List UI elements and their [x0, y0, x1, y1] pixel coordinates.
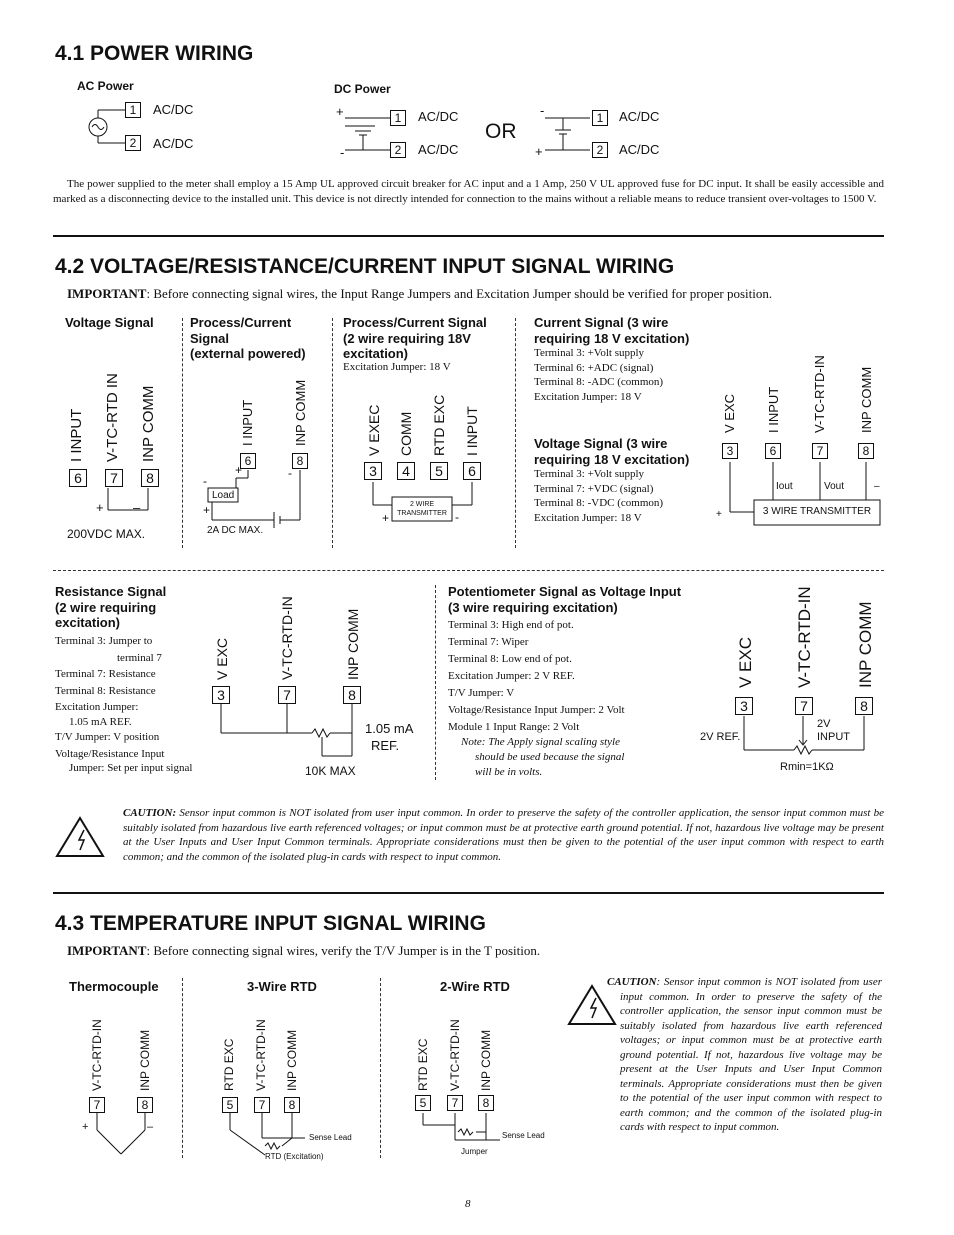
terminal-4: 4 [397, 462, 415, 480]
or-label: OR [485, 120, 517, 143]
plus-sign: + [382, 511, 390, 525]
reference-label: 2V REF. [700, 731, 741, 743]
iout-label: Iout [776, 481, 793, 492]
terminal-5: 5 [415, 1095, 431, 1111]
three-wire-transmitter: 3 WIRE TRANSMITTER [762, 506, 872, 517]
note-line: Terminal 3: High end of pot. [448, 619, 574, 631]
resistance-notes [55, 633, 192, 775]
caution-paragraph [607, 975, 882, 1135]
terminal-label-acdc: AC/DC [153, 102, 194, 117]
minus-sign: - [288, 466, 292, 480]
process-18v-heading [343, 315, 487, 362]
section-title-power-wiring: 4.1 POWER WIRING [55, 42, 254, 65]
plus-sign: + [203, 503, 211, 517]
minus-sign: - [455, 510, 459, 524]
label-v-tc-rtd-in: V-TC-RTD-IN [448, 1019, 462, 1091]
power-wiring-paragraph: The power supplied to the meter shall employ a 15 Amp UL approved circuit breaker for AC input and a 1 Amp, 250 V UL approved fuse for DC input. It shall be easily accessible and marked as a disconnecting device to the installed unit. This device is not directly intended for connection to the mains without a reliable means to reduce transient over-voltages to 1500 V. [53, 178, 884, 205]
terminal-6: 6 [463, 462, 481, 480]
terminal-3: 3 [212, 686, 230, 704]
heading-line: (external powered) [190, 346, 306, 361]
note-line: 1.05 mA REF. [69, 715, 132, 728]
label-comm: COMM [398, 411, 414, 456]
heading-line: Process/Current [190, 315, 292, 330]
note-line: terminal 7 [117, 651, 162, 664]
thermocouple-heading: Thermocouple [69, 979, 159, 994]
plus-sign: + [336, 104, 344, 119]
sense-lead-label: Sense Lead [502, 1131, 545, 1140]
terminal-label-acdc: AC/DC [619, 109, 660, 124]
terminal-1: 1 [592, 110, 608, 126]
ac-power-heading: AC Power [77, 79, 134, 93]
important-label: IMPORTANT [67, 943, 147, 958]
note-line: Terminal 8: -VDC (common) [534, 497, 664, 509]
terminal-7: 7 [447, 1095, 463, 1111]
important-text: : Before connecting signal wires, the Input Range Jumpers and Excitation Jumper should be verified for proper position. [146, 286, 773, 301]
input-label [817, 718, 850, 744]
terminal-1: 1 [390, 110, 406, 126]
voltage-3wire-heading [534, 436, 689, 467]
terminal-7: 7 [105, 469, 123, 487]
note-line: Voltage/Resistance Input Jumper: 2 Volt [448, 704, 625, 716]
label-inp-comm: INP COMM [138, 1029, 152, 1091]
terminal-7: 7 [254, 1097, 270, 1113]
minus-sign: – [874, 481, 880, 492]
current-3wire-notes [534, 346, 663, 404]
plus-sign: + [235, 463, 243, 477]
label-inp-comm: INP COMM [345, 608, 361, 680]
plus-sign: + [96, 500, 104, 515]
terminal-8: 8 [284, 1097, 300, 1113]
note-line: Terminal 8: Resistance [55, 684, 156, 697]
terminal-8: 8 [855, 697, 873, 715]
note-line: Excitation Jumper: 2 V REF. [448, 670, 575, 682]
plus-sign: + [535, 144, 543, 159]
terminal-1: 1 [125, 102, 141, 118]
vout-label: Vout [824, 481, 845, 492]
max-current-label: 2A DC MAX. [207, 525, 264, 536]
input-line: 2V [817, 718, 831, 730]
ref-line: REF. [371, 738, 400, 753]
terminal-label-acdc: AC/DC [619, 142, 660, 157]
label-inp-comm: INP COMM [140, 385, 157, 462]
label-rtd-exc: RTD EXC [431, 394, 447, 456]
reference-label [365, 720, 413, 754]
load-label: Load [212, 490, 235, 501]
input-line: INPUT [817, 731, 850, 743]
label-v-tc-rtd-in: V-TC-RTD-IN [254, 1019, 268, 1091]
note-line: Terminal 3: Jumper to [55, 635, 153, 647]
voltage-3wire-notes [534, 467, 663, 525]
label-v-tc-rtd-in: V-TC-RTD-IN [90, 1019, 104, 1091]
heading-line: Potentiometer Signal as Voltage Input [448, 584, 682, 599]
terminal-3: 3 [735, 697, 753, 715]
terminal-6: 6 [240, 453, 256, 469]
terminal-8: 8 [292, 453, 308, 469]
heading-line: Voltage Signal (3 wire [534, 436, 668, 451]
terminal-7: 7 [812, 443, 828, 459]
resistance-heading [55, 584, 166, 631]
transmitter-line: 2 WIRE [409, 501, 435, 508]
label-inp-comm: INP COMM [293, 379, 308, 446]
column-divider [332, 318, 333, 548]
ref-line: 1.05 mA [365, 721, 414, 736]
important-note [67, 943, 540, 959]
terminal-7: 7 [795, 697, 813, 715]
note-line: Terminal 7: +VDC (signal) [534, 482, 654, 495]
heading-line: Resistance Signal [55, 584, 167, 599]
note-line: Terminal 8: -ADC (common) [534, 376, 664, 388]
terminal-2: 2 [125, 135, 141, 151]
note-line: Terminal 6: +ADC (signal) [534, 361, 654, 374]
potentiometer-notes [448, 617, 625, 736]
heading-line: (2 wire requiring [55, 599, 157, 615]
caution-text: : Sensor input common is NOT isolated from user input common. In order to preserve the safety of the controller application, the sensor input common must be suitably isolated from hazardous live earth referenced voltages; or input common must be at protective earth ground potential. If not, hazardous live voltage may be present at the User Inputs and User Input Common terminals. Appropriate considerations must then be given to the potential of the user input common with respect to earth common; and the common of the isolated plug-in cards with respect to input common. [620, 976, 882, 1133]
terminal-3: 3 [364, 462, 382, 480]
note-line: Module 1 Input Range: 2 Volt [448, 721, 580, 733]
plus-sign: + [82, 1121, 89, 1133]
jumper-label: Jumper [461, 1147, 488, 1156]
current-3wire-heading [534, 315, 689, 346]
label-v-exc: V EXC [736, 636, 755, 688]
label-i-input: I INPUT [68, 408, 85, 462]
potentiometer-note [461, 735, 624, 780]
label-rtd-exc: RTD EXC [416, 1038, 430, 1091]
column-divider [182, 978, 183, 1158]
minus-sign: - [340, 145, 345, 160]
note-line: Note: The Apply signal scaling style [461, 736, 620, 748]
note-line: T/V Jumper: V position [55, 730, 160, 743]
note-line: will be in volts. [475, 766, 543, 778]
label-v-exc: V EXC [722, 393, 737, 433]
label-rtd-exc: RTD EXC [222, 1038, 236, 1091]
label-i-input: I INPUT [464, 406, 480, 456]
column-divider [380, 978, 381, 1158]
note-line: T/V Jumper: V [448, 687, 515, 699]
label-v-tc-rtd-in: V-TC-RTD-IN [795, 586, 814, 688]
label-inp-comm: INP COMM [479, 1029, 493, 1091]
note-line: Terminal 3: +Volt supply [534, 468, 645, 480]
terminal-6: 6 [765, 443, 781, 459]
label-i-input: I INPUT [766, 386, 781, 433]
caution-paragraph [123, 806, 884, 864]
voltage-signal-heading: Voltage Signal [65, 315, 154, 330]
process-ext-heading [190, 315, 306, 362]
section-title-input-signal-wiring: 4.2 VOLTAGE/RESISTANCE/CURRENT INPUT SIGNAL WIRING [55, 255, 675, 278]
terminal-8: 8 [478, 1095, 494, 1111]
label-v-tc-rtd-in: V-TC-RTD IN [104, 373, 121, 462]
section-divider [53, 235, 884, 237]
minus-sign: - [203, 474, 207, 488]
label-i-input: I INPUT [240, 399, 255, 446]
terminal-2: 2 [390, 142, 406, 158]
terminal-8: 8 [141, 469, 159, 487]
rtd-excitation-label: RTD (Excitation) [265, 1152, 324, 1161]
heading-line: Current Signal (3 wire [534, 315, 669, 330]
important-text: : Before connecting signal wires, verify the T/V Jumper is in the T position. [146, 943, 541, 958]
heading-line: Process/Current Signal [343, 315, 487, 330]
note-line: Excitation Jumper: [55, 701, 139, 714]
note-line: Jumper: Set per input signal [69, 762, 193, 775]
label-v-exc: V EXC [214, 637, 230, 680]
heading-line: requiring 18 V excitation) [534, 330, 690, 346]
plus-sign: + [716, 509, 722, 520]
rtd2-heading: 2-Wire RTD [440, 979, 510, 994]
transmitter-line: TRANSMITTER [397, 510, 447, 517]
minus-sign: - [540, 103, 545, 118]
note-line: Excitation Jumper: 18 V [534, 511, 642, 524]
label-inp-comm: INP COMM [856, 601, 875, 688]
label-inp-comm: INP COMM [285, 1029, 299, 1091]
note-line: Voltage/Resistance Input [55, 747, 165, 760]
note-line: Terminal 7: Resistance [55, 668, 156, 681]
section-divider [53, 892, 884, 894]
column-divider [182, 318, 183, 548]
note-line: Terminal 8: Low end of pot. [448, 653, 572, 665]
note-line: Terminal 7: Wiper [448, 636, 529, 648]
column-divider [515, 318, 516, 548]
heading-line: excitation) [55, 615, 121, 630]
column-divider [435, 585, 436, 780]
max-voltage-label: 200VDC MAX. [67, 527, 146, 541]
note-line: Terminal 3: +Volt supply [534, 347, 645, 359]
label-inp-comm: INP COMM [859, 366, 874, 433]
terminal-8: 8 [343, 686, 361, 704]
heading-line: excitation) [343, 346, 409, 361]
rtd3-heading: 3-Wire RTD [247, 979, 317, 994]
terminal-5: 5 [222, 1097, 238, 1113]
important-label: IMPORTANT [67, 286, 147, 301]
terminal-8: 8 [858, 443, 874, 459]
max-resistance-label: 10K MAX [305, 764, 356, 778]
terminal-label-acdc: AC/DC [153, 136, 194, 151]
note-line: should be used because the signal [475, 751, 625, 763]
two-wire-transmitter [392, 500, 452, 518]
caution-label: CAUTION [607, 976, 657, 988]
potentiometer-heading [448, 584, 681, 615]
heading-line: Signal [190, 330, 230, 346]
heading-line: (2 wire requiring 18V [343, 330, 471, 346]
terminal-7: 7 [278, 686, 296, 704]
excitation-jumper-note: Excitation Jumper: 18 V [343, 361, 451, 373]
page-number: 8 [465, 1198, 471, 1210]
label-v-exec: V EXEC [366, 404, 382, 456]
caution-label: CAUTION: [123, 807, 177, 819]
dc-power-heading: DC Power [334, 82, 391, 96]
terminal-5: 5 [430, 462, 448, 480]
caution-text: Sensor input common is NOT isolated from user input common. In order to preserve the safety of the controller application, the sensor input common must be suitably isolated from hazardous live earth referenced voltages; or input common must be at protective earth ground potential. If not, hazardous live voltage may be present at the User Inputs and User Input Common terminals. Appropriate considerations must then be given to the potential of the user input common with respect to earth common; and the common of the isolated plug-in cards with respect to input common. [123, 807, 884, 863]
label-v-tc-rtd-in: V-TC-RTD-IN [279, 596, 295, 680]
important-note [67, 286, 772, 302]
terminal-6: 6 [69, 469, 87, 487]
terminal-8: 8 [137, 1097, 153, 1113]
sense-lead-label: Sense Lead [309, 1133, 352, 1142]
minus-sign: – [133, 500, 141, 515]
terminal-3: 3 [722, 443, 738, 459]
terminal-label-acdc: AC/DC [418, 109, 459, 124]
terminal-label-acdc: AC/DC [418, 142, 459, 157]
heading-line: requiring 18 V excitation) [534, 451, 690, 467]
label-v-tc-rtd-in: V-TC-RTD-IN [812, 355, 827, 433]
heading-line: (3 wire requiring excitation) [448, 599, 618, 615]
minus-sign: – [147, 1121, 154, 1133]
section-title-temperature-wiring: 4.3 TEMPERATURE INPUT SIGNAL WIRING [55, 912, 486, 935]
rmin-label: Rmin=1KΩ [780, 761, 834, 773]
terminal-2: 2 [592, 142, 608, 158]
note-line: Excitation Jumper: 18 V [534, 390, 642, 403]
row-divider [53, 570, 884, 571]
terminal-7: 7 [89, 1097, 105, 1113]
